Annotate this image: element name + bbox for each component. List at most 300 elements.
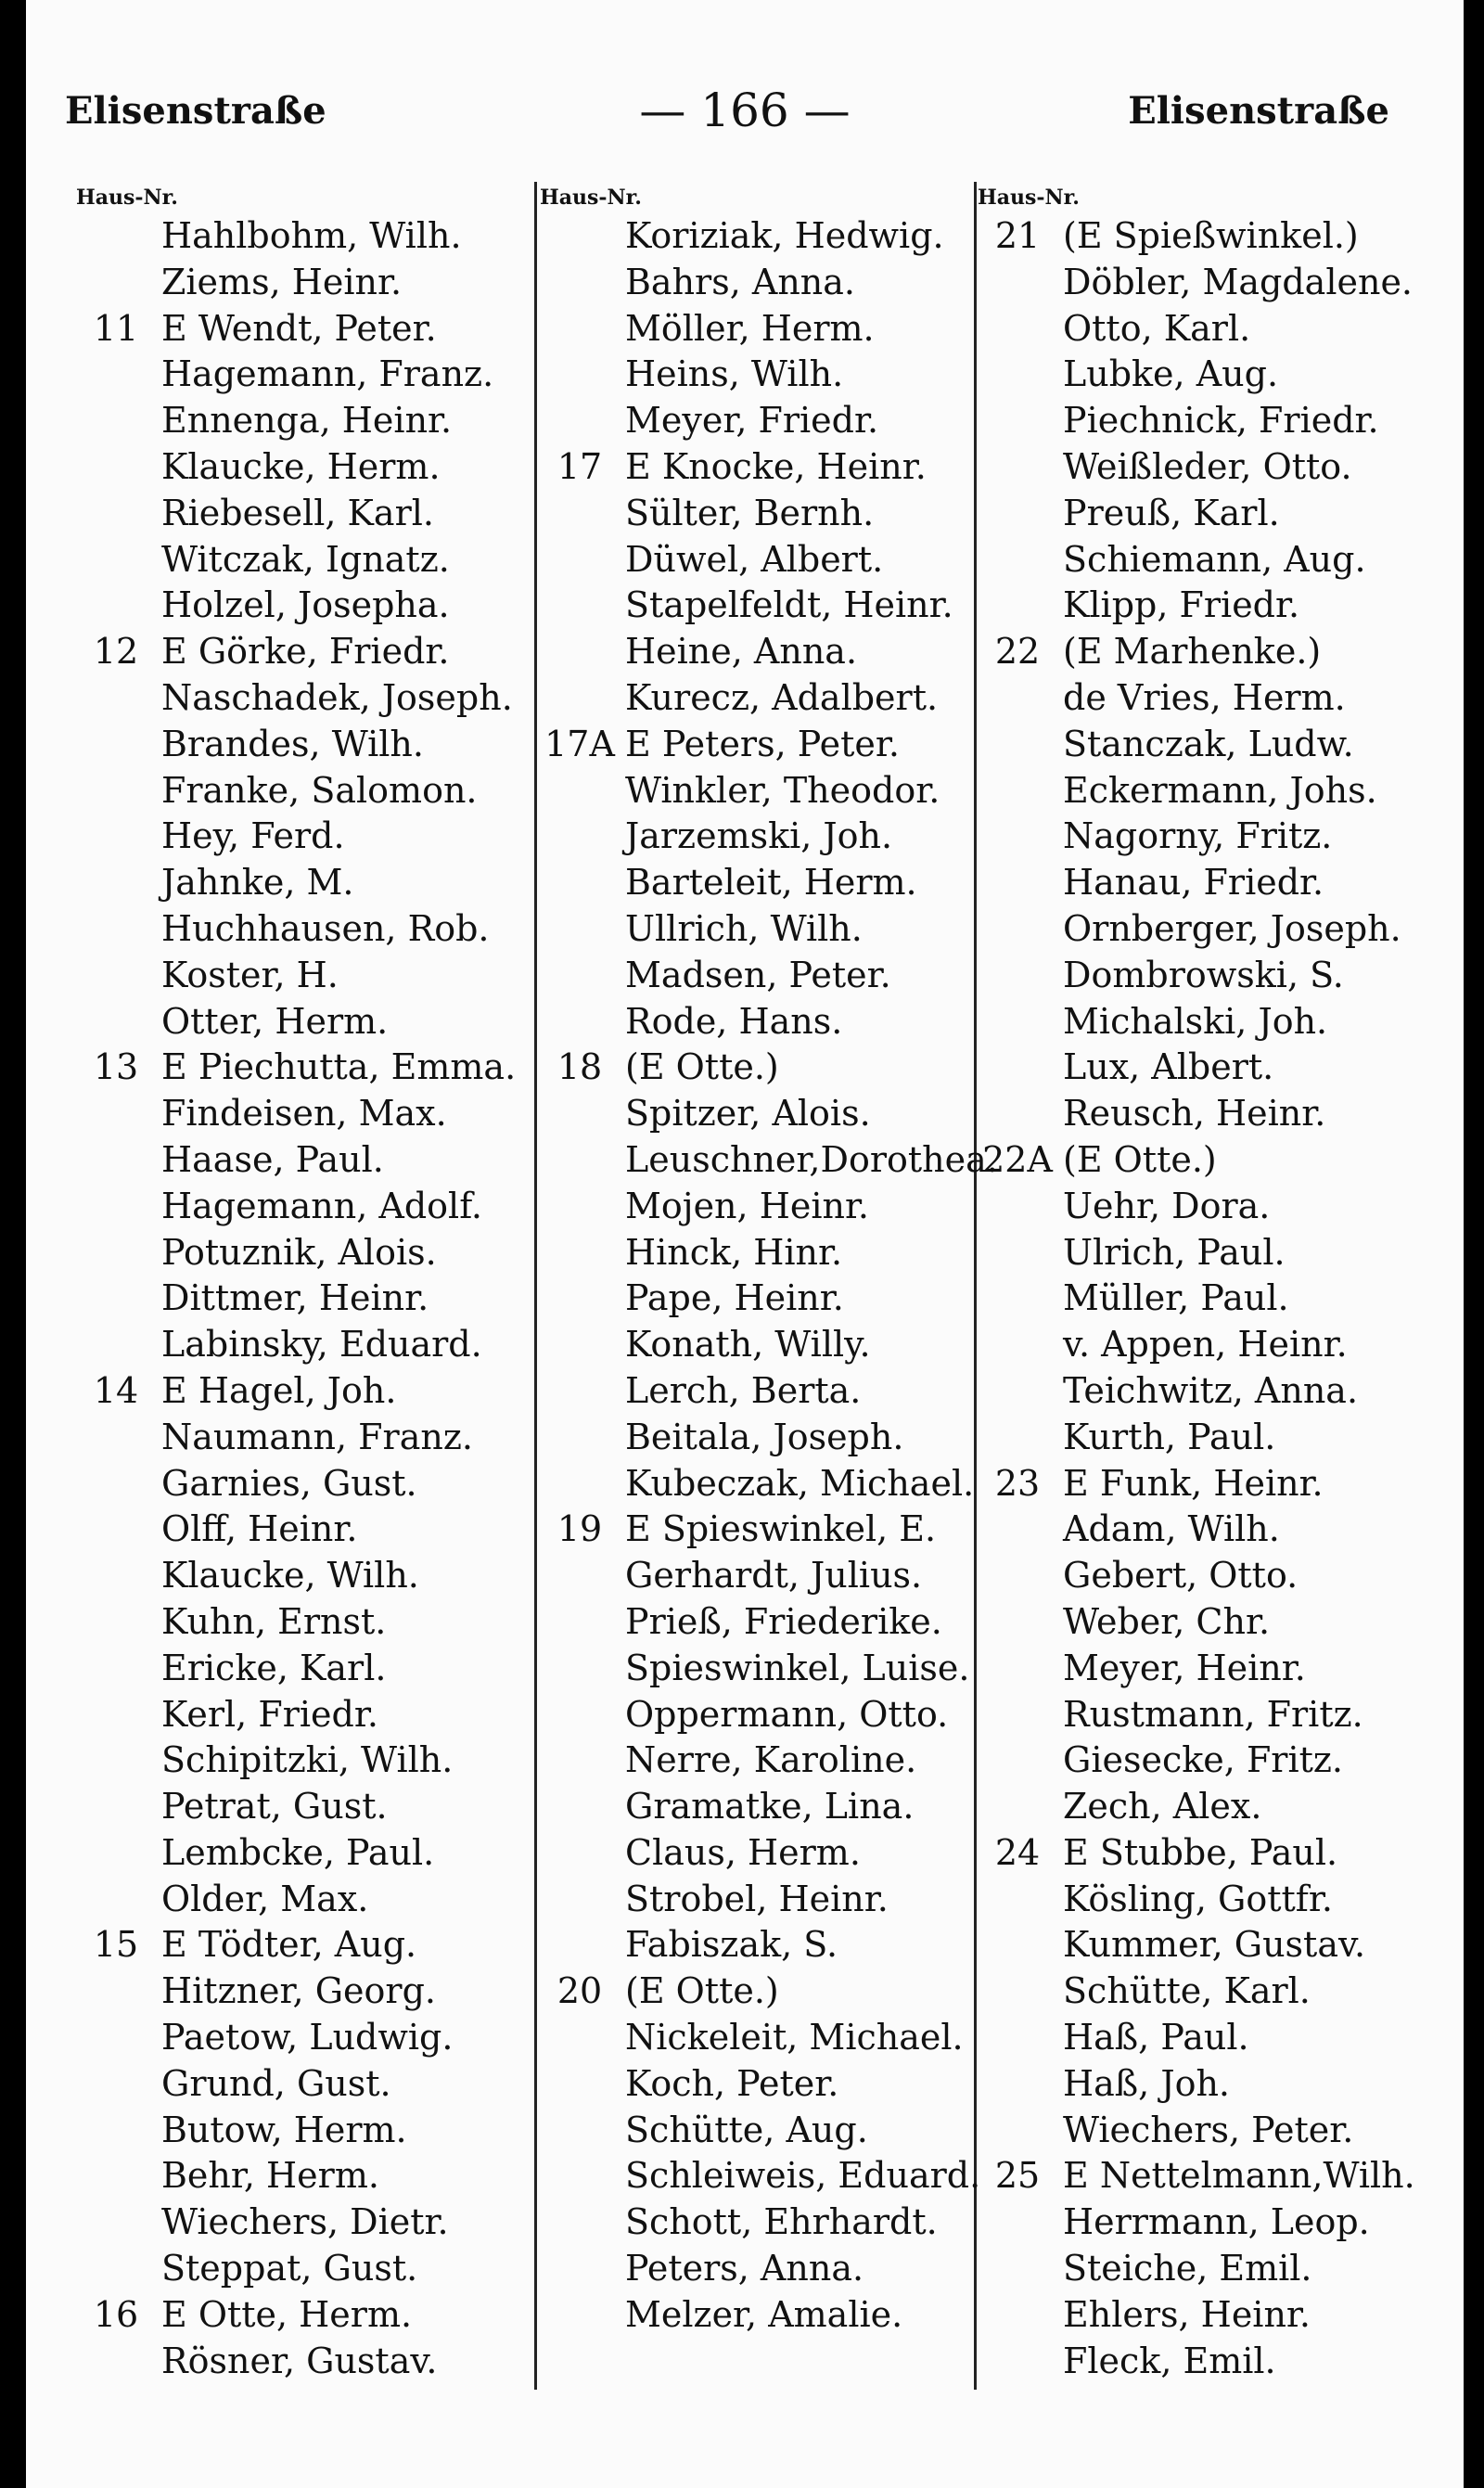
running-head-right: Elisenstraße — [1128, 89, 1389, 133]
resident-name: Huchhausen, Rob. — [161, 907, 490, 949]
directory-entry — [70, 722, 534, 768]
house-number — [534, 2061, 625, 2108]
house-number — [534, 2153, 625, 2199]
house-number — [70, 2061, 161, 2108]
house-number — [534, 537, 625, 584]
resident-name: Wiechers, Peter. — [1063, 2109, 1354, 2150]
resident-name: Hagemann, Adolf. — [161, 1185, 482, 1226]
resident-name: Melzer, Amalie. — [625, 2293, 903, 2335]
house-number — [534, 213, 625, 260]
resident-name: Peters, Anna. — [625, 2248, 864, 2289]
directory-entry — [70, 814, 534, 860]
resident-name: Stapelfeldt, Heinr. — [625, 584, 953, 626]
directory-entry — [972, 352, 1484, 398]
resident-name: Kuhn, Ernst. — [161, 1600, 387, 1642]
house-number — [534, 2015, 625, 2061]
directory-entry — [972, 1184, 1484, 1230]
resident-name: (E Spießwinkel.) — [1063, 215, 1359, 256]
resident-name: Garnies, Gust. — [161, 1462, 417, 1504]
directory-entry — [534, 1045, 970, 1091]
house-number — [972, 1322, 1063, 1368]
house-number — [70, 491, 161, 537]
resident-name: E Piechutta, Emma. — [161, 1046, 517, 1088]
house-number: 15 — [93, 1924, 139, 1966]
house-number — [534, 999, 625, 1045]
resident-name: Stanczak, Ludw. — [1063, 723, 1354, 764]
resident-name: Giesecke, Fritz. — [1063, 1739, 1343, 1781]
directory-entry — [972, 1922, 1484, 1969]
resident-name: Kerl, Friedr. — [161, 1693, 378, 1735]
house-number: 11 — [93, 307, 139, 349]
house-number — [972, 2199, 1063, 2246]
directory-entry — [70, 1784, 534, 1830]
house-number — [70, 260, 161, 306]
directory-entry — [70, 1322, 534, 1368]
house-number: 17A — [544, 723, 615, 764]
house-number — [70, 906, 161, 953]
directory-entry — [972, 1830, 1484, 1877]
resident-name: Teichwitz, Anna. — [1063, 1369, 1359, 1411]
house-number — [972, 1784, 1063, 1830]
resident-name: Lux, Albert. — [1063, 1046, 1274, 1088]
resident-name: Herrmann, Leop. — [1063, 2201, 1370, 2243]
house-number — [534, 306, 625, 353]
directory-entry — [70, 1137, 534, 1184]
directory-entry — [972, 999, 1484, 1045]
resident-name: Heine, Anna. — [625, 631, 858, 673]
directory-entry — [972, 860, 1484, 906]
directory-entry — [534, 1368, 970, 1415]
resident-name: Koriziak, Hedwig. — [625, 215, 944, 256]
house-number — [70, 1877, 161, 1923]
resident-name: Nerre, Karoline. — [625, 1739, 917, 1781]
directory-entry — [534, 1969, 970, 2015]
column-2 — [534, 182, 998, 2339]
resident-name: Klaucke, Herm. — [161, 445, 441, 487]
directory-entry — [972, 953, 1484, 999]
house-number — [70, 953, 161, 999]
house-number — [534, 906, 625, 953]
directory-entry — [534, 1692, 970, 1738]
resident-name: Nagorny, Fritz. — [1063, 815, 1333, 857]
directory-entry — [70, 1415, 534, 1461]
directory-entry — [70, 1276, 534, 1322]
column-heading: Haus-Nr. — [540, 186, 642, 210]
directory-entry — [972, 2153, 1484, 2199]
house-number — [534, 768, 625, 814]
directory-entry — [534, 1415, 970, 1461]
directory-entry — [534, 2199, 970, 2246]
house-number: 22 — [994, 631, 1041, 673]
resident-name: Preuß, Karl. — [1063, 492, 1280, 533]
resident-name: Grund, Gust. — [161, 2062, 391, 2104]
house-number: 18 — [556, 1046, 603, 1088]
directory-entry — [534, 1137, 998, 1184]
house-number: 21 — [994, 215, 1041, 256]
house-number — [972, 1415, 1063, 1461]
house-number — [70, 722, 161, 768]
house-number — [534, 675, 625, 722]
house-number — [70, 1507, 161, 1553]
house-number — [70, 1646, 161, 1692]
directory-entry — [972, 906, 1484, 953]
directory-entry — [70, 1553, 534, 1599]
resident-name: Sülter, Bernh. — [625, 492, 875, 533]
directory-entry — [972, 1415, 1484, 1461]
house-number — [70, 2199, 161, 2246]
resident-name: Fleck, Emil. — [1063, 2340, 1276, 2381]
directory-entry — [70, 583, 534, 629]
directory-entry — [534, 1877, 970, 1923]
house-number — [70, 768, 161, 814]
house-number — [70, 1461, 161, 1507]
resident-name: Ehlers, Heinr. — [1063, 2293, 1311, 2335]
house-number — [70, 2339, 161, 2385]
directory-entry — [534, 444, 970, 491]
house-number — [972, 1091, 1063, 1137]
directory-entry — [534, 352, 970, 398]
resident-name: Zech, Alex. — [1063, 1786, 1262, 1828]
directory-entry — [972, 1230, 1484, 1276]
house-number — [534, 491, 625, 537]
resident-name: Kurth, Paul. — [1063, 1416, 1276, 1457]
directory-entry — [70, 906, 534, 953]
directory-entry — [534, 1091, 970, 1137]
resident-name: Fabiszak, S. — [625, 1924, 838, 1966]
directory-entry — [972, 768, 1484, 814]
directory-entry — [534, 1784, 970, 1830]
resident-name: Schiemann, Aug. — [1063, 538, 1366, 580]
house-number — [70, 1738, 161, 1784]
house-number — [972, 537, 1063, 584]
house-number — [972, 2292, 1063, 2339]
resident-name: Jahnke, M. — [161, 862, 354, 904]
resident-name: Brandes, Wilh. — [161, 723, 424, 764]
resident-name: Spitzer, Alois. — [625, 1093, 871, 1135]
resident-name: E Görke, Friedr. — [161, 631, 450, 673]
resident-name: Klaucke, Wilh. — [161, 1555, 419, 1597]
house-number — [534, 2246, 625, 2292]
resident-name: (E Otte.) — [625, 1046, 779, 1088]
resident-name: Leuschner,Dorothea. — [625, 1138, 998, 1180]
house-number — [70, 398, 161, 444]
directory-entry — [972, 1137, 1484, 1184]
directory-entry — [972, 1322, 1484, 1368]
house-number — [534, 814, 625, 860]
house-number — [972, 583, 1063, 629]
resident-name: Schleiweis, Eduard. — [625, 2155, 981, 2197]
house-number — [534, 1368, 625, 1415]
directory-entry — [972, 444, 1484, 491]
resident-name: Reusch, Heinr. — [1063, 1093, 1326, 1135]
house-number — [972, 1646, 1063, 1692]
directory-entry — [534, 768, 970, 814]
house-number — [972, 2246, 1063, 2292]
house-number — [70, 2153, 161, 2199]
house-number — [70, 1230, 161, 1276]
resident-name: E Tödter, Aug. — [161, 1924, 417, 1966]
house-number — [972, 953, 1063, 999]
house-number: 24 — [994, 1831, 1041, 1873]
resident-name: Gramatke, Lina. — [625, 1786, 915, 1828]
house-number — [534, 398, 625, 444]
house-number — [534, 1599, 625, 1646]
house-number — [534, 1646, 625, 1692]
directory-entry — [972, 583, 1484, 629]
resident-name: Ulrich, Paul. — [1063, 1231, 1286, 1273]
house-number — [534, 352, 625, 398]
directory-entry — [70, 1599, 534, 1646]
resident-name: Naumann, Franz. — [161, 1416, 473, 1457]
directory-entry — [972, 398, 1484, 444]
house-number — [70, 2015, 161, 2061]
resident-name: Lembcke, Paul. — [161, 1831, 435, 1873]
directory-entry — [534, 722, 970, 768]
directory-entry — [534, 1553, 970, 1599]
resident-name: Haß, Joh. — [1063, 2062, 1230, 2104]
resident-name: Heins, Wilh. — [625, 353, 844, 395]
directory-entry — [972, 1877, 1484, 1923]
directory-entry — [70, 953, 534, 999]
resident-name: Hahlbohm, Wilh. — [161, 215, 462, 256]
house-number — [972, 352, 1063, 398]
resident-name: Pape, Heinr. — [625, 1277, 844, 1319]
directory-entry — [70, 1738, 534, 1784]
directory-entry — [70, 1184, 534, 1230]
house-number — [534, 260, 625, 306]
directory-entry — [972, 1599, 1484, 1646]
resident-name: Ullrich, Wilh. — [625, 907, 863, 949]
house-number — [534, 1230, 625, 1276]
directory-entry — [972, 537, 1484, 584]
house-number — [972, 1599, 1063, 1646]
directory-entry — [972, 2108, 1484, 2154]
house-number — [70, 583, 161, 629]
house-number — [70, 444, 161, 491]
resident-name: Döbler, Magdalene. — [1063, 261, 1414, 302]
directory-entry — [534, 213, 970, 260]
resident-name: Koster, H. — [161, 954, 339, 995]
resident-name: Otter, Herm. — [161, 1000, 389, 1042]
resident-name: Hinck, Hinr. — [625, 1231, 843, 1273]
resident-name: Behr, Herm. — [161, 2155, 379, 2197]
house-number — [70, 1322, 161, 1368]
house-number — [972, 491, 1063, 537]
house-number: 19 — [556, 1508, 603, 1550]
directory-entry — [534, 2246, 970, 2292]
house-number — [972, 675, 1063, 722]
resident-name: Lerch, Berta. — [625, 1369, 862, 1411]
house-number — [534, 1922, 625, 1969]
resident-name: Haß, Paul. — [1063, 2017, 1249, 2058]
directory-entry — [70, 2108, 534, 2154]
resident-name: de Vries, Herm. — [1063, 676, 1346, 718]
resident-name: Wiechers, Dietr. — [161, 2201, 449, 2243]
directory-entry — [534, 2108, 970, 2154]
house-number — [534, 1692, 625, 1738]
directory-entry — [70, 352, 534, 398]
house-number: 23 — [994, 1462, 1041, 1504]
house-number: 14 — [93, 1369, 139, 1411]
resident-name: Madsen, Peter. — [625, 954, 891, 995]
directory-entry — [70, 1692, 534, 1738]
resident-name: Strobel, Heinr. — [625, 1878, 889, 1919]
house-number — [534, 1091, 625, 1137]
resident-name: E Knocke, Heinr. — [625, 445, 927, 487]
resident-name: Otto, Karl. — [1063, 307, 1251, 349]
house-number — [70, 1830, 161, 1877]
house-number — [972, 1738, 1063, 1784]
house-number — [70, 1599, 161, 1646]
house-number — [70, 675, 161, 722]
resident-name: Schipitzki, Wilh. — [161, 1739, 454, 1781]
resident-name: Holzel, Josepha. — [161, 584, 450, 626]
resident-name: E Wendt, Peter. — [161, 307, 437, 349]
directory-entry — [70, 999, 534, 1045]
directory-entry — [972, 722, 1484, 768]
house-number — [534, 1322, 625, 1368]
directory-entry — [534, 583, 970, 629]
house-number — [972, 398, 1063, 444]
directory-entry — [534, 398, 970, 444]
directory-entry — [70, 2199, 534, 2246]
resident-name: Kummer, Gustav. — [1063, 1924, 1366, 1966]
resident-name: Weißleder, Otto. — [1063, 445, 1352, 487]
directory-entry — [70, 1646, 534, 1692]
resident-name: (E Otte.) — [1063, 1138, 1217, 1180]
directory-entry — [70, 860, 534, 906]
directory-entry — [534, 1322, 970, 1368]
directory-entry — [972, 2339, 1484, 2385]
directory-entry — [972, 1738, 1484, 1784]
directory-entry — [972, 2246, 1484, 2292]
directory-entry — [972, 260, 1484, 306]
house-number: 16 — [93, 2293, 139, 2335]
directory-entry — [534, 260, 970, 306]
resident-name: Winkler, Theodor. — [625, 769, 940, 811]
house-number — [972, 1922, 1063, 1969]
directory-entry — [972, 1692, 1484, 1738]
directory-entry — [972, 1969, 1484, 2015]
directory-entry — [70, 1230, 534, 1276]
directory-entry — [70, 2339, 534, 2385]
resident-name: Mojen, Heinr. — [625, 1185, 870, 1226]
house-number — [70, 1415, 161, 1461]
directory-entry — [972, 1045, 1484, 1091]
resident-name: Adam, Wilh. — [1063, 1508, 1280, 1550]
house-number — [972, 722, 1063, 768]
directory-entry — [70, 444, 534, 491]
directory-entry — [972, 1091, 1484, 1137]
column-heading: Haus-Nr. — [76, 186, 178, 210]
resident-name: Steiche, Emil. — [1063, 2248, 1312, 2289]
directory-entry — [70, 260, 534, 306]
house-number: 20 — [556, 1970, 603, 2012]
house-number — [972, 1368, 1063, 1415]
house-number — [534, 1553, 625, 1599]
house-number — [70, 213, 161, 260]
resident-name: Ericke, Karl. — [161, 1647, 387, 1688]
house-number — [70, 999, 161, 1045]
house-number — [972, 444, 1063, 491]
resident-name: Oppermann, Otto. — [625, 1693, 949, 1735]
directory-entry — [534, 629, 970, 675]
directory-entry — [972, 213, 1484, 260]
resident-name: Möller, Herm. — [625, 307, 875, 349]
resident-name: Barteleit, Herm. — [625, 862, 917, 904]
directory-entry — [534, 1599, 970, 1646]
directory-entry — [972, 2199, 1484, 2246]
directory-entry — [70, 1830, 534, 1877]
directory-entry — [972, 1276, 1484, 1322]
house-number — [70, 1692, 161, 1738]
house-number: 25 — [994, 2155, 1041, 2197]
resident-name: Kösling, Gottfr. — [1063, 1878, 1333, 1919]
column-1 — [70, 182, 534, 2384]
directory-entry — [534, 2292, 970, 2339]
house-number — [972, 999, 1063, 1045]
directory-entry — [70, 491, 534, 537]
resident-name: Petrat, Gust. — [161, 1786, 388, 1828]
resident-name: Nickeleit, Michael. — [625, 2017, 964, 2058]
house-number — [534, 1784, 625, 1830]
page-number: — 166 — — [639, 83, 851, 137]
directory-entry — [70, 398, 534, 444]
house-number — [70, 1091, 161, 1137]
house-number — [70, 814, 161, 860]
house-number — [972, 2015, 1063, 2061]
house-number — [534, 629, 625, 675]
house-number — [972, 768, 1063, 814]
directory-entry — [972, 2061, 1484, 2108]
house-number — [972, 906, 1063, 953]
column-heading: Haus-Nr. — [978, 186, 1080, 210]
house-number — [972, 1184, 1063, 1230]
resident-name: Paetow, Ludwig. — [161, 2017, 454, 2058]
directory-entry — [70, 1368, 534, 1415]
house-number — [534, 2292, 625, 2339]
resident-name: E Funk, Heinr. — [1063, 1462, 1324, 1504]
directory-entry — [70, 1091, 534, 1137]
house-number — [70, 1276, 161, 1322]
directory-entry — [70, 2015, 534, 2061]
resident-name: Lubke, Aug. — [1063, 353, 1279, 395]
resident-name: Schütte, Aug. — [625, 2109, 868, 2150]
resident-name: Bahrs, Anna. — [625, 261, 856, 302]
resident-name: Hitzner, Georg. — [161, 1970, 436, 2012]
resident-name: Schott, Ehrhardt. — [625, 2201, 938, 2243]
directory-entry — [534, 999, 970, 1045]
resident-name: Findeisen, Max. — [161, 1093, 447, 1135]
directory-entry — [972, 2015, 1484, 2061]
house-number — [534, 2199, 625, 2246]
resident-name: E Hagel, Joh. — [161, 1369, 397, 1411]
house-number — [534, 1184, 625, 1230]
directory-entry — [534, 814, 970, 860]
resident-name: v. Appen, Heinr. — [1063, 1324, 1348, 1366]
resident-name: Labinsky, Eduard. — [161, 1324, 482, 1366]
directory-entry — [70, 2061, 534, 2108]
house-number — [972, 1877, 1063, 1923]
resident-name: Witczak, Ignatz. — [161, 538, 450, 580]
directory-entry — [972, 491, 1484, 537]
house-number — [972, 2108, 1063, 2154]
resident-name: Naschadek, Joseph. — [161, 676, 513, 718]
house-number — [534, 1137, 625, 1184]
house-number — [534, 1415, 625, 1461]
resident-name: Haase, Paul. — [161, 1138, 384, 1180]
resident-name: Meyer, Friedr. — [625, 400, 879, 442]
